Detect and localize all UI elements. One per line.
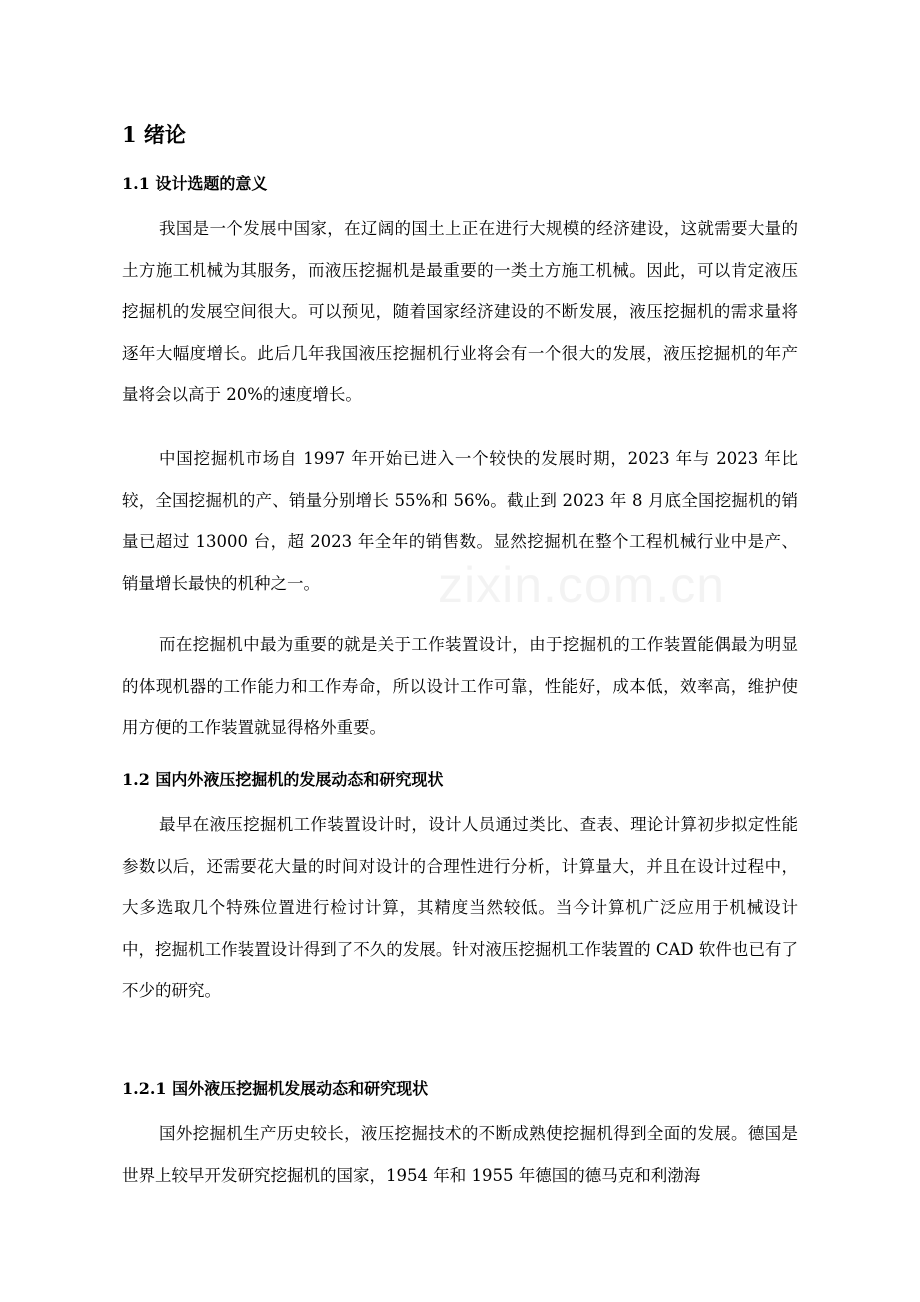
section-heading: 1.1 设计选题的意义 <box>122 174 268 193</box>
section-heading: 1.2 国内外液压挖掘机的发展动态和研究现状 <box>122 770 444 789</box>
paragraph: 中国挖掘机市场自 1997 年开始已进入一个较快的发展时期，2023 年与 2023 年比较，全国挖掘机的产、销量分别增长 55%和 56%。截止到 2023 年 8 月底全国挖掘机的销量已超过 13000 台，超 2023 年全年的销售数。显然挖掘机在整个工程机械行业中是产、销量增长最快的机种之一。 <box>122 449 798 593</box>
subsection-heading: 1.2.1 国外液压挖掘机发展动态和研究现状 <box>122 1079 429 1098</box>
chapter-title: 1 绪论 <box>122 122 186 147</box>
paragraph: 最早在液压挖掘机工作装置设计时，设计人员通过类比、查表、理论计算初步拟定性能参数以后，还需要花大量的时间对设计的合理性进行分析，计算量大，并且在设计过程中，大多选取几个特殊位置进行检讨计算，其精度当然较低。当今计算机广泛应用于机械设计中，挖掘机工作装置设计得到了不久的发展。针对液压挖掘机工作装置的 CAD 软件也已有了不少的研究。 <box>122 815 798 1000</box>
paragraph: 我国是一个发展中国家，在辽阔的国土上正在进行大规模的经济建设，这就需要大量的土方施工机械为其服务，而液压挖掘机是最重要的一类土方施工机械。因此，可以肯定液压挖掘机的发展空间很大。可以预见，随着国家经济建设的不断发展，液压挖掘机的需求量将逐年大幅度增长。此后几年我国液压挖掘机行业将会有一个很大的发展，液压挖掘机的年产量将会以高于 20%的速度增长。 <box>122 219 798 404</box>
paragraph: 国外挖掘机生产历史较长，液压挖掘技术的不断成熟使挖掘机得到全面的发展。德国是世界上较早开发研究挖掘机的国家，1954 年和 1955 年德国的德马克和利渤海 <box>122 1124 798 1185</box>
paragraph: 而在挖掘机中最为重要的就是关于工作装置设计，由于挖掘机的工作装置能偶最为明显的体现机器的工作能力和工作寿命，所以设计工作可靠，性能好，成本低，效率高，维护使用方便的工作装置就显得格外重要。 <box>122 635 798 737</box>
